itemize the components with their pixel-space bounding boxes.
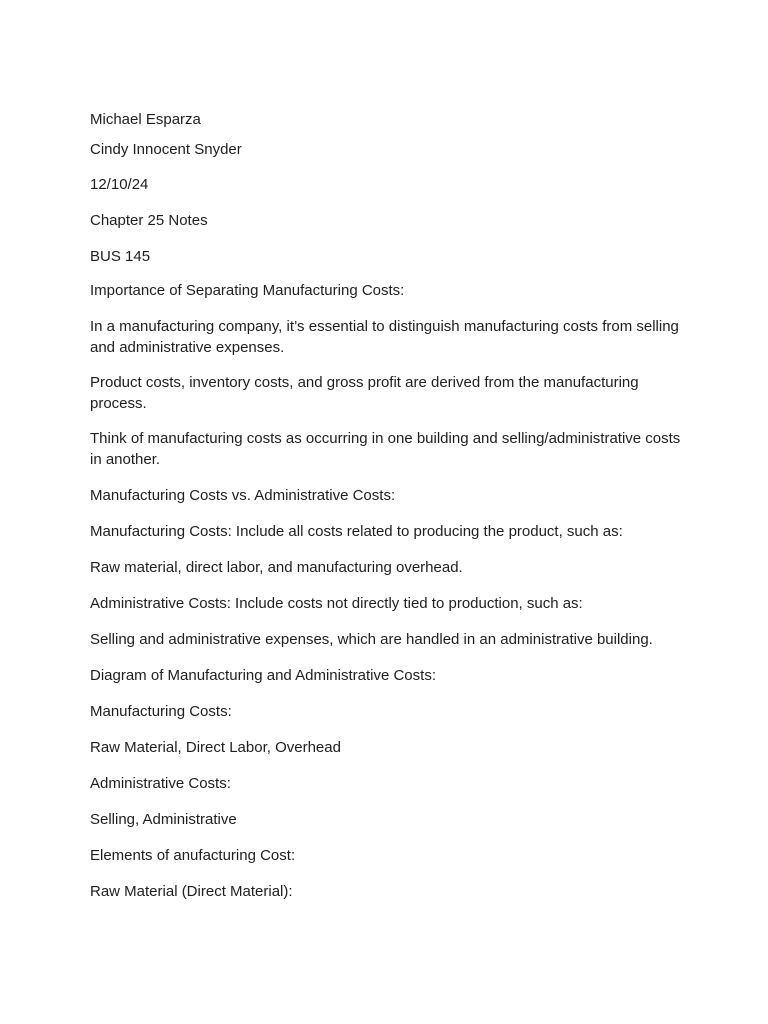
paragraph: Manufacturing Costs: Include all costs related to producing the product, such as: — [90, 523, 623, 540]
paragraph: Selling and administrative expenses, which are handled in an administrative building. — [90, 631, 653, 648]
student-name: Michael Esparza — [90, 111, 201, 128]
paragraph: Raw Material, Direct Labor, Overhead — [90, 739, 341, 756]
section-heading: Diagram of Manufacturing and Administrative Costs: — [90, 667, 436, 684]
paragraph: In a manufacturing company, it’s essential to distinguish manufacturing costs from selling and administrative expenses. — [90, 318, 679, 356]
section-heading: Elements of anufacturing Cost: — [90, 847, 296, 864]
paragraph: Administrative Costs: — [90, 775, 231, 792]
paragraph: Manufacturing Costs: — [90, 703, 232, 720]
section-heading: Manufacturing Costs vs. Administrative Costs: — [90, 487, 396, 504]
course-code: BUS 145 — [90, 248, 151, 265]
section-heading: Importance of Separating Manufacturing Costs: — [90, 282, 405, 299]
paragraph: Raw material, direct labor, and manufacturing overhead. — [90, 559, 463, 576]
document-date: 12/10/24 — [90, 176, 149, 193]
paragraph: Selling, Administrative — [90, 811, 237, 828]
paragraph: Think of manufacturing costs as occurring in one building and selling/administrative costs in another. — [90, 430, 681, 468]
paragraph: Raw Material (Direct Material): — [90, 883, 293, 900]
instructor-name: Cindy Innocent Snyder — [90, 141, 242, 158]
assignment-title: Chapter 25 Notes — [90, 212, 208, 229]
paragraph: Administrative Costs: Include costs not directly tied to production, such as: — [90, 595, 583, 612]
paragraph: Product costs, inventory costs, and gross profit are derived from the manufacturing process. — [90, 374, 639, 412]
